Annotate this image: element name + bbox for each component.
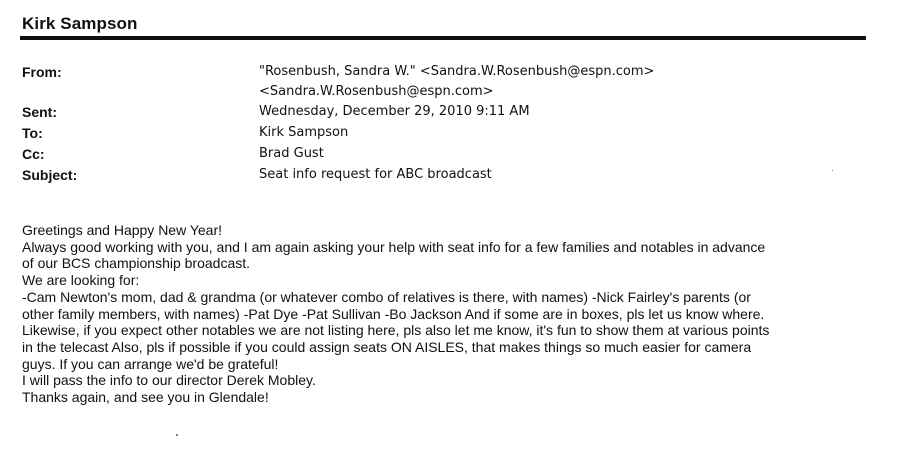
body-line: guys. If you can arrange we'd be grateful! <box>22 355 279 372</box>
body-line: I will pass the info to our director Derek Mobley. <box>22 372 316 389</box>
mailbox-owner-name: Kirk Sampson <box>22 14 138 33</box>
body-line: Always good working with you, and I am again asking your help with seat info for a few families and notables in advance <box>22 238 766 255</box>
cc-value: Brad Gust <box>259 146 324 161</box>
subject-label: Subject: <box>22 167 78 183</box>
body-line: Likewise, if you expect other notables we are not listing here, pls also let me know, it's fun to show them at various points <box>22 322 770 339</box>
from-value-line-1: "Rosenbush, Sandra W." <Sandra.W.Rosenbush@espn.com> <box>259 64 655 79</box>
body-line: other family members, with names) -Pat Dye -Pat Sullivan -Bo Jackson And if some are in boxes, pls let us know where. <box>22 305 765 322</box>
to-value: Kirk Sampson <box>259 125 349 140</box>
body-line: Thanks again, and see you in Glendale! <box>22 389 269 406</box>
body-line: in the telecast Also, pls if possible if you could assign seats ON AISLES, that makes things so much easier for camera <box>22 338 752 355</box>
body-line: -Cam Newton's mom, dad & grandma (or whatever combo of relatives is there, with names) -Nick Fairley's parents (or <box>22 288 751 305</box>
header-rule <box>20 36 866 40</box>
body-line: Greetings and Happy New Year! <box>22 222 223 238</box>
scan-speck <box>176 434 178 436</box>
cc-label: Cc: <box>22 146 45 162</box>
sent-label: Sent: <box>22 104 57 120</box>
subject-value: Seat info request for ABC broadcast <box>259 167 492 182</box>
from-value-line-2: <Sandra.W.Rosenbush@espn.com> <box>259 84 494 99</box>
sent-value: Wednesday, December 29, 2010 9:11 AM <box>259 104 530 119</box>
message-body <box>22 222 872 406</box>
body-line: We are looking for: <box>22 272 140 289</box>
scan-speck <box>832 170 833 171</box>
to-label: To: <box>22 125 43 141</box>
body-line: of our BCS championship broadcast. <box>22 255 251 272</box>
from-label: From: <box>22 64 62 80</box>
